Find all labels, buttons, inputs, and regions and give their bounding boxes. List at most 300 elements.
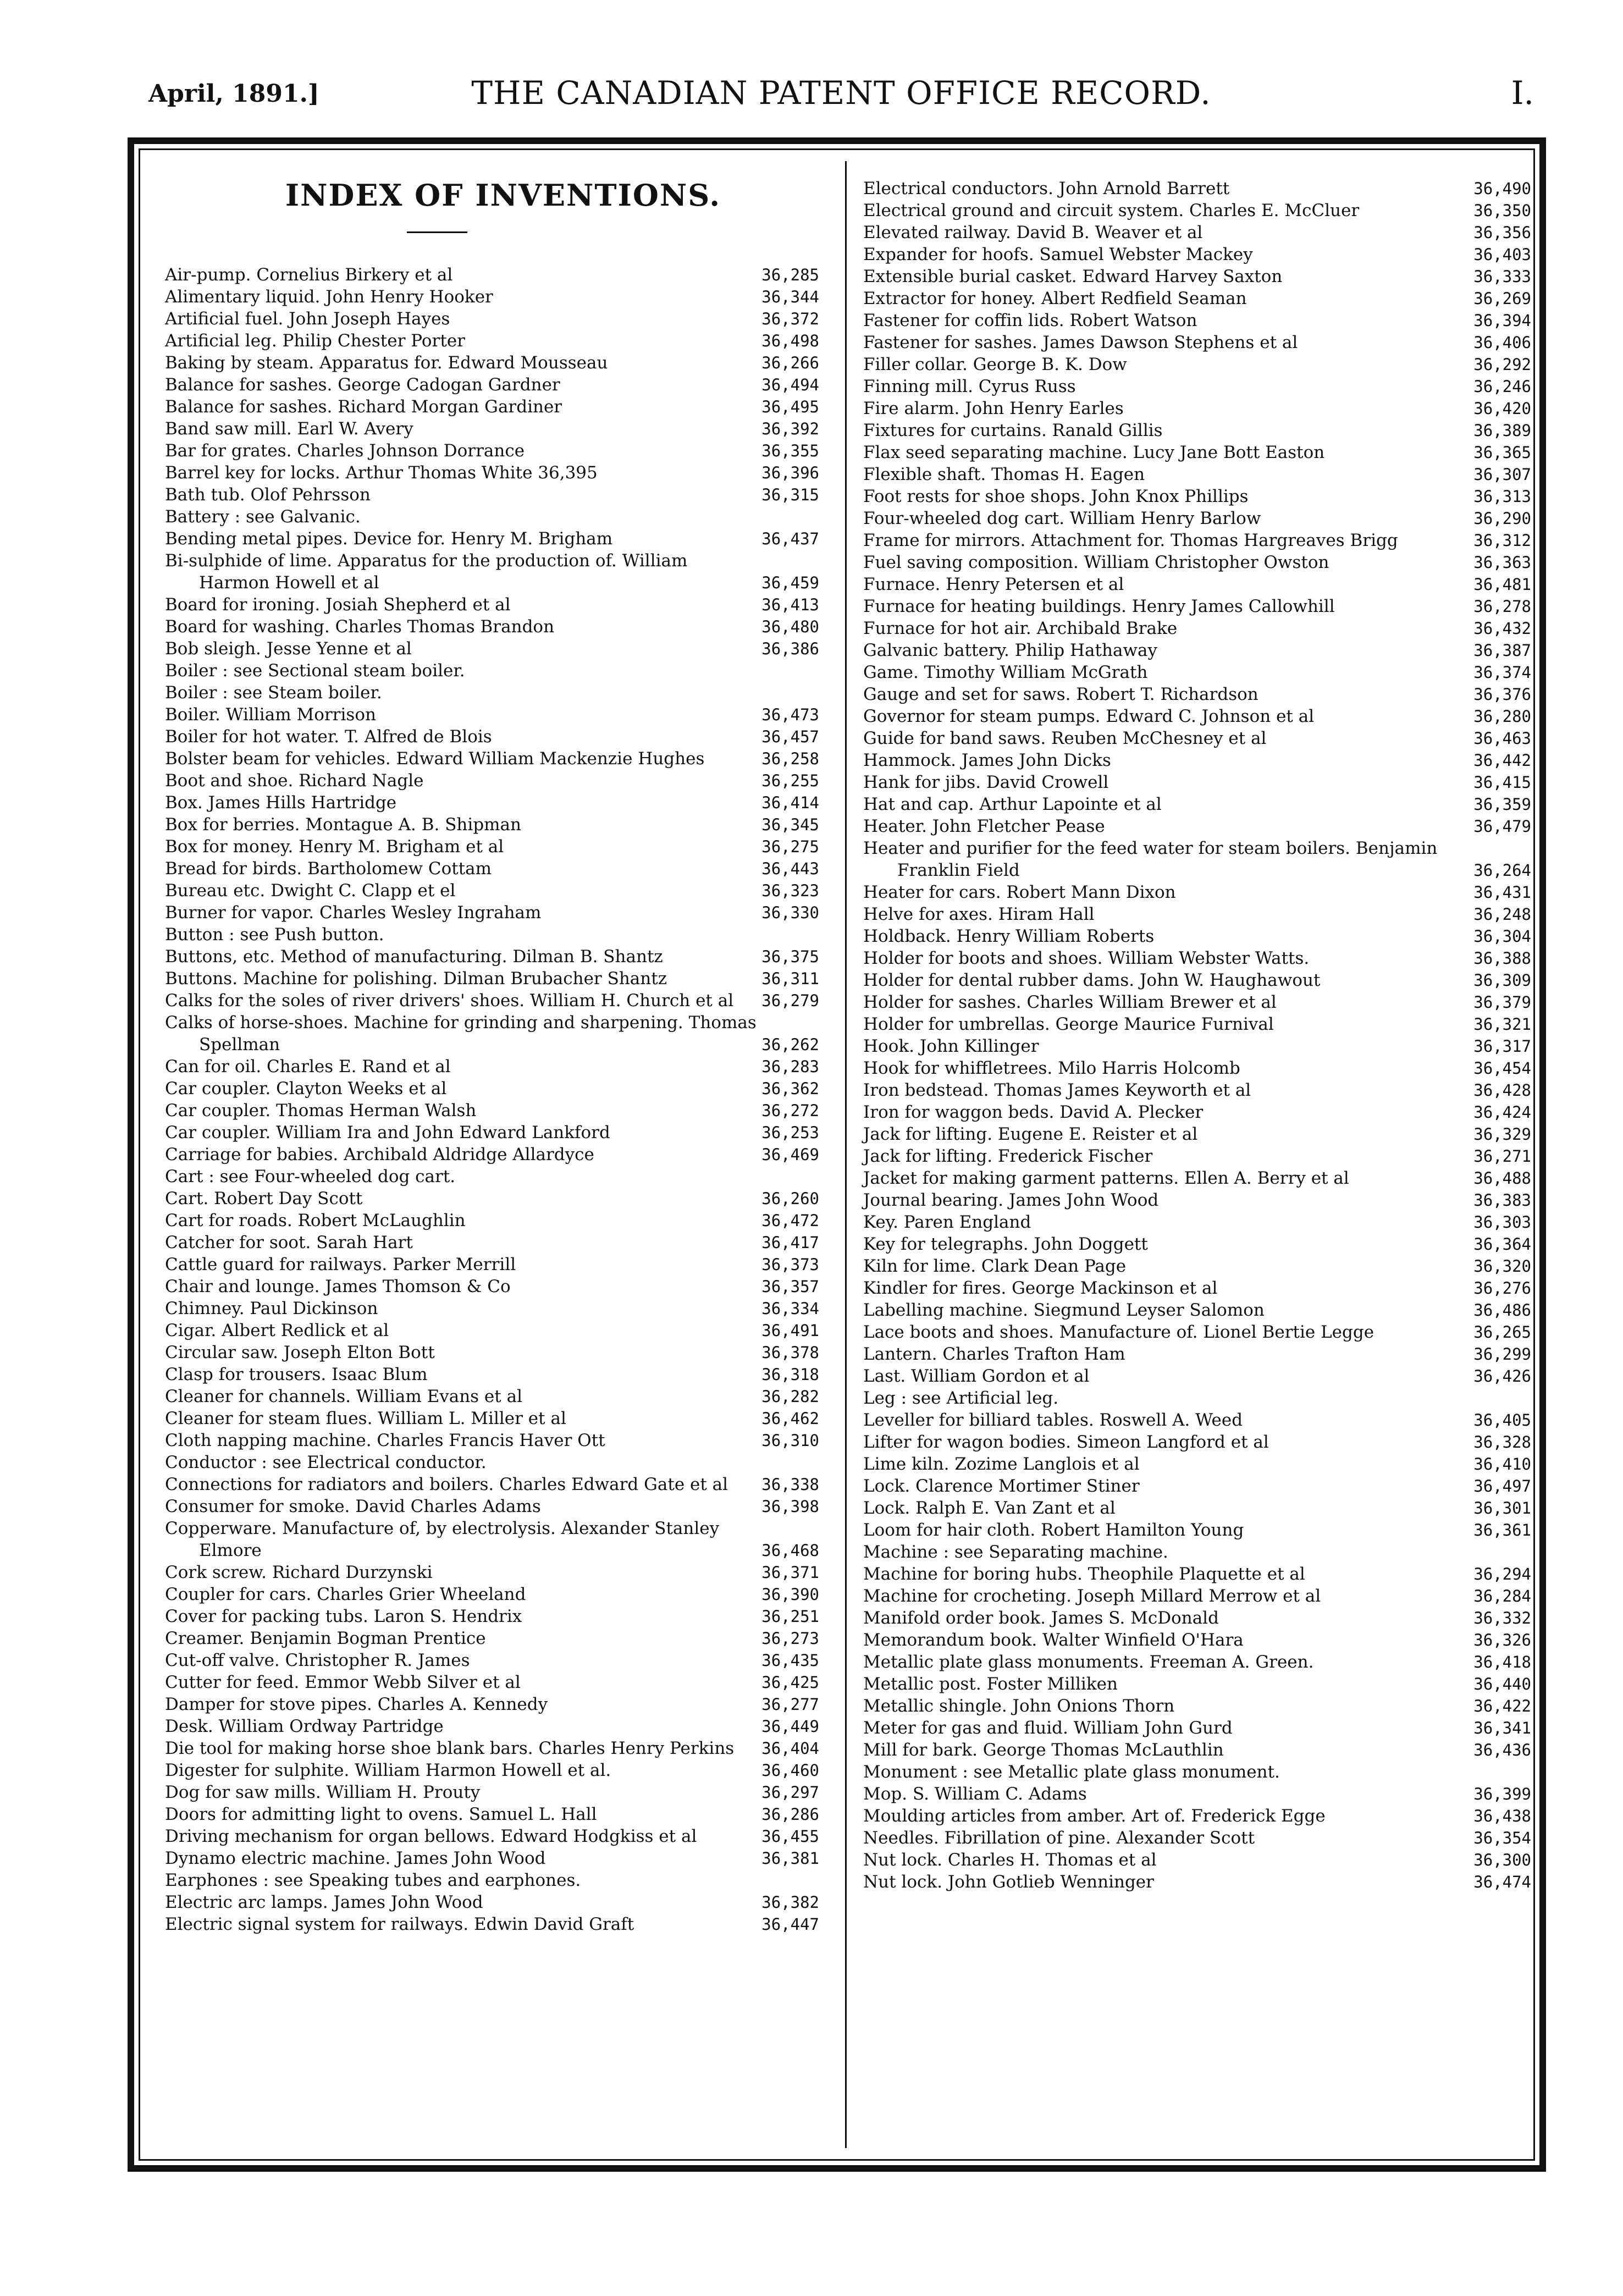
index-entry <box>863 617 1531 639</box>
entry-text: Lace boots and shoes. Manufacture of. Lionel Bertie Legge <box>863 1322 1374 1342</box>
index-entry <box>165 1451 819 1473</box>
entry-text: Battery : see Galvanic. <box>165 507 361 527</box>
patent-number: 36,420 <box>1473 399 1531 418</box>
entry-text: Cut-off valve. Christopher R. James <box>165 1651 470 1670</box>
index-entry <box>863 1739 1531 1761</box>
patent-number: 36,323 <box>761 881 819 900</box>
patent-number: 36,490 <box>1473 179 1531 198</box>
entry-text: Creamer. Benjamin Bogman Prentice <box>165 1629 486 1648</box>
entry-text: Electrical ground and circuit system. Charles E. McCluer <box>863 201 1360 220</box>
index-entry <box>165 550 819 594</box>
index-entry <box>863 266 1531 288</box>
patent-number: 36,378 <box>761 1343 819 1362</box>
index-entry <box>165 1715 819 1737</box>
index-entry <box>165 1737 819 1759</box>
index-entry <box>165 308 819 330</box>
patent-number: 36,460 <box>761 1761 819 1780</box>
entry-text: Mop. S. William C. Adams <box>863 1784 1087 1804</box>
entry-text: Key for telegraphs. John Doggett <box>863 1234 1148 1254</box>
index-entry <box>863 1013 1531 1035</box>
index-entry <box>165 594 819 616</box>
entry-text: Chimney. Paul Dickinson <box>165 1299 378 1318</box>
patent-number: 36,481 <box>1473 575 1531 594</box>
entry-text: Cattle guard for railways. Parker Merrill <box>165 1255 516 1274</box>
index-entry <box>165 1408 819 1430</box>
patent-number: 36,362 <box>761 1079 819 1098</box>
index-entry <box>165 792 819 814</box>
entry-text: Heater for cars. Robert Mann Dixon <box>863 882 1176 902</box>
patent-number: 36,387 <box>1473 641 1531 660</box>
index-entry <box>165 352 819 374</box>
entry-text: Driving mechanism for organ bellows. Edward Hodgkiss et al <box>165 1826 697 1846</box>
index-entry <box>165 374 819 396</box>
entry-text: Car coupler. Clayton Weeks et al <box>165 1079 447 1099</box>
index-entry <box>165 858 819 880</box>
patent-number: 36,297 <box>761 1783 819 1802</box>
index-entry <box>863 1277 1531 1299</box>
entry-text: Cutter for feed. Emmor Webb Silver et al <box>165 1673 521 1692</box>
patent-number: 36,381 <box>761 1849 819 1868</box>
entry-text: Filler collar. George B. K. Dow <box>863 355 1127 374</box>
patent-number: 36,285 <box>761 266 819 284</box>
entry-text: Finning mill. Cyrus Russ <box>863 377 1076 396</box>
entry-text: Air-pump. Cornelius Birkery et al <box>165 265 453 285</box>
entry-text: Boiler for hot water. T. Alfred de Blois <box>165 727 492 747</box>
index-entry <box>863 1431 1531 1453</box>
index-entry <box>863 727 1531 749</box>
patent-number: 36,498 <box>761 332 819 350</box>
entry-text: Needles. Fibrillation of pine. Alexander Scott <box>863 1828 1255 1848</box>
entry-text: Elevated railway. David B. Weaver et al <box>863 223 1203 242</box>
entry-text: Metallic shingle. John Onions Thorn <box>863 1696 1175 1716</box>
index-entry <box>165 528 819 550</box>
entry-text: Flax seed separating machine. Lucy Jane Bott Easton <box>863 443 1325 462</box>
index-entry <box>165 1166 819 1188</box>
entry-text: Lock. Clarence Mortimer Stiner <box>863 1476 1140 1496</box>
index-entry <box>863 1849 1531 1871</box>
patent-number: 36,406 <box>1473 333 1531 352</box>
entry-text: Cigar. Albert Redlick et al <box>165 1321 389 1340</box>
patent-number: 36,388 <box>1473 949 1531 968</box>
patent-number: 36,425 <box>761 1673 819 1692</box>
patent-number: 36,382 <box>761 1893 819 1912</box>
index-entry <box>165 1254 819 1276</box>
entry-text: Kiln for lime. Clark Dean Page <box>863 1256 1127 1276</box>
index-entry <box>165 990 819 1012</box>
entry-text: Metallic post. Foster Milliken <box>863 1674 1118 1694</box>
patent-number: 36,389 <box>1473 421 1531 440</box>
index-entry <box>165 1188 819 1210</box>
patent-number: 36,479 <box>1473 817 1531 836</box>
issue-date: April, 1891.] <box>148 80 319 108</box>
entry-text: Alimentary liquid. John Henry Hooker <box>165 287 493 307</box>
entry-text: Guide for band saws. Reuben McChesney et al <box>863 728 1267 748</box>
entry-text: Key. Paren England <box>863 1212 1031 1232</box>
entry-text: Fire alarm. John Henry Earles <box>863 399 1124 418</box>
entry-text: Jacket for making garment patterns. Ellen A. Berry et al <box>863 1168 1349 1188</box>
entry-text: Iron bedstead. Thomas James Keyworth et al <box>863 1080 1251 1100</box>
index-entry <box>863 1189 1531 1211</box>
index-entry <box>863 332 1531 354</box>
index-entry <box>863 551 1531 573</box>
patent-number: 36,338 <box>761 1475 819 1494</box>
index-entry <box>863 969 1531 991</box>
entry-text: Expander for hoofs. Samuel Webster Mackey <box>863 245 1253 264</box>
index-entry <box>863 1101 1531 1123</box>
patent-number: 36,321 <box>1473 1015 1531 1034</box>
index-entry <box>165 1100 819 1122</box>
entry-text: Bar for grates. Charles Johnson Dorrance <box>165 441 525 461</box>
entry-text: Furnace for heating buildings. Henry James Callowhill <box>863 597 1335 616</box>
patent-number: 36,431 <box>1473 883 1531 902</box>
entry-text: Artificial leg. Philip Chester Porter <box>165 331 465 351</box>
patent-number: 36,290 <box>1473 509 1531 528</box>
index-entry <box>863 200 1531 222</box>
entry-text: Moulding articles from amber. Art of. Frederick Egge <box>863 1806 1326 1826</box>
entry-text: Governor for steam pumps. Edward C. Johnson et al <box>863 707 1315 726</box>
index-entry <box>863 881 1531 903</box>
index-entry <box>863 925 1531 947</box>
index-entry <box>863 1079 1531 1101</box>
index-entry <box>863 837 1531 881</box>
index-entry <box>165 462 819 484</box>
entry-text: Iron for waggon beds. David A. Plecker <box>863 1102 1204 1122</box>
patent-number: 36,354 <box>1473 1829 1531 1847</box>
patent-number: 36,255 <box>761 771 819 790</box>
entry-text: Coupler for cars. Charles Grier Wheeland <box>165 1585 526 1604</box>
page-number: I. <box>1511 74 1534 112</box>
patent-number: 36,277 <box>761 1695 819 1714</box>
index-entry <box>165 506 819 528</box>
entry-text: Hook. John Killinger <box>863 1036 1039 1056</box>
patent-number: 36,426 <box>1473 1367 1531 1386</box>
entry-text: Balance for sashes. Richard Morgan Gardiner <box>165 397 562 417</box>
index-entry <box>863 1805 1531 1827</box>
entry-text: Burner for vapor. Charles Wesley Ingraham <box>165 903 542 923</box>
entry-text: Holdback. Henry William Roberts <box>863 926 1155 946</box>
patent-number: 36,307 <box>1473 465 1531 484</box>
entry-text: Board for ironing. Josiah Shepherd et al <box>165 595 511 615</box>
index-entry <box>165 1869 819 1891</box>
patent-number: 36,326 <box>1473 1631 1531 1649</box>
patent-number: 36,473 <box>761 705 819 724</box>
patent-number: 36,443 <box>761 859 819 878</box>
entry-text: Dynamo electric machine. James John Wood <box>165 1848 546 1868</box>
index-entry <box>165 638 819 660</box>
index-entry <box>863 310 1531 332</box>
patent-number: 36,350 <box>1473 201 1531 220</box>
index-entry <box>863 1563 1531 1585</box>
entry-text: Metallic plate glass monuments. Freeman A. Green. <box>863 1652 1314 1672</box>
entry-text: Hook for whiffletrees. Milo Harris Holcomb <box>863 1058 1240 1078</box>
patent-number: 36,282 <box>761 1387 819 1406</box>
index-entry <box>165 1517 819 1561</box>
entry-text: Clasp for trousers. Isaac Blum <box>165 1365 428 1384</box>
patent-number: 36,266 <box>761 354 819 372</box>
patent-number: 36,457 <box>761 727 819 746</box>
patent-number: 36,271 <box>1473 1147 1531 1166</box>
index-entry <box>863 1871 1531 1893</box>
patent-number: 36,284 <box>1473 1587 1531 1605</box>
index-entry <box>863 1409 1531 1431</box>
entry-text: Doors for admitting light to ovens. Samuel L. Hall <box>165 1804 597 1824</box>
patent-number: 36,363 <box>1473 553 1531 572</box>
patent-number: 36,275 <box>761 837 819 856</box>
patent-number: 36,278 <box>1473 597 1531 616</box>
entry-text: Artificial fuel. John Joseph Hayes <box>165 309 450 329</box>
entry-text: Box for money. Henry M. Brigham et al <box>165 837 504 857</box>
index-entry <box>863 1761 1531 1783</box>
entry-text: Flexible shaft. Thomas H. Eagen <box>863 465 1145 484</box>
entry-text: Lime kiln. Zozime Langlois et al <box>863 1454 1140 1474</box>
entry-text: Cart : see Four-wheeled dog cart. <box>165 1167 456 1186</box>
patent-number: 36,379 <box>1473 993 1531 1012</box>
patent-number: 36,414 <box>761 793 819 812</box>
patent-number: 36,248 <box>1473 905 1531 924</box>
patent-number: 36,403 <box>1473 245 1531 264</box>
entry-text: Bolster beam for vehicles. Edward William Mackenzie Hughes <box>165 749 705 769</box>
index-entry <box>165 440 819 462</box>
patent-number: 36,264 <box>1473 861 1531 880</box>
entry-text: Calks of horse-shoes. Machine for grinding and sharpening. Thomas Spellman <box>165 1013 757 1055</box>
patent-number: 36,333 <box>1473 267 1531 286</box>
index-entry <box>165 1671 819 1693</box>
entry-text: Heater and purifier for the feed water for steam boilers. Benjamin Franklin Field <box>863 838 1438 880</box>
patent-number: 36,276 <box>1473 1279 1531 1298</box>
patent-number: 36,317 <box>1473 1037 1531 1056</box>
index-entry <box>863 420 1531 441</box>
entry-text: Lantern. Charles Trafton Ham <box>863 1344 1125 1364</box>
entry-text: Consumer for smoke. David Charles Adams <box>165 1497 541 1516</box>
entry-text: Cleaner for channels. William Evans et al <box>165 1387 522 1406</box>
entry-text: Barrel key for locks. Arthur Thomas White 36,395 <box>165 463 598 483</box>
patent-number: 36,462 <box>761 1409 819 1428</box>
entry-text: Jack for lifting. Eugene E. Reister et al <box>863 1124 1198 1144</box>
entry-text: Hank for jibs. David Crowell <box>863 772 1109 792</box>
patent-number: 36,332 <box>1473 1609 1531 1627</box>
patent-number: 36,280 <box>1473 707 1531 726</box>
entry-text: Holder for umbrellas. George Maurice Furnival <box>863 1014 1274 1034</box>
patent-number: 36,328 <box>1473 1433 1531 1451</box>
index-entry <box>165 836 819 858</box>
entry-text: Furnace. Henry Petersen et al <box>863 575 1124 594</box>
index-entry <box>165 1122 819 1144</box>
entry-text: Electric signal system for railways. Edwin David Graft <box>165 1914 634 1934</box>
patent-number: 36,286 <box>761 1805 819 1824</box>
entry-text: Hat and cap. Arthur Lapointe et al <box>863 794 1162 814</box>
index-entry <box>165 1386 819 1408</box>
index-entry <box>863 573 1531 595</box>
patent-number: 36,356 <box>1473 223 1531 242</box>
patent-number: 36,440 <box>1473 1675 1531 1693</box>
patent-number: 36,273 <box>761 1629 819 1648</box>
index-entry <box>165 1144 819 1166</box>
index-entry <box>863 485 1531 507</box>
index-entry <box>165 1495 819 1517</box>
entry-text: Box for berries. Montague A. B. Shipman <box>165 815 522 835</box>
entry-text: Conductor : see Electrical conductor. <box>165 1453 487 1472</box>
index-entry <box>165 1605 819 1627</box>
patent-number: 36,399 <box>1473 1785 1531 1803</box>
entry-text: Boot and shoe. Richard Nagle <box>165 771 424 791</box>
entry-text: Board for washing. Charles Thomas Brandon <box>165 617 555 637</box>
index-entry <box>863 1255 1531 1277</box>
index-entry <box>165 1649 819 1671</box>
entry-text: Loom for hair cloth. Robert Hamilton Young <box>863 1520 1244 1540</box>
index-entry <box>863 1387 1531 1409</box>
entry-text: Baking by steam. Apparatus for. Edward Mousseau <box>165 353 608 373</box>
index-entry <box>165 946 819 968</box>
index-entry <box>165 726 819 748</box>
patent-number: 36,398 <box>761 1497 819 1516</box>
index-entry <box>863 1299 1531 1321</box>
entry-text: Electrical conductors. John Arnold Barrett <box>863 179 1230 198</box>
patent-number: 36,304 <box>1473 927 1531 946</box>
patent-number: 36,418 <box>1473 1653 1531 1671</box>
patent-number: 36,410 <box>1473 1455 1531 1473</box>
entry-text: Car coupler. Thomas Herman Walsh <box>165 1101 477 1121</box>
entry-text: Kindler for fires. George Mackinson et al <box>863 1278 1218 1298</box>
entry-text: Machine for crocheting. Joseph Millard Merrow et al <box>863 1586 1321 1606</box>
patent-number: 36,394 <box>1473 311 1531 330</box>
patent-number: 36,361 <box>1473 1521 1531 1539</box>
index-entry <box>863 793 1531 815</box>
patent-number: 36,494 <box>761 376 819 394</box>
patent-number: 36,390 <box>761 1585 819 1604</box>
index-entry <box>165 1693 819 1715</box>
patent-number: 36,301 <box>1473 1499 1531 1517</box>
entry-text: Damper for stove pipes. Charles A. Kennedy <box>165 1695 548 1714</box>
index-entry <box>863 1651 1531 1673</box>
patent-number: 36,303 <box>1473 1213 1531 1232</box>
entry-text: Catcher for soot. Sarah Hart <box>165 1233 413 1252</box>
patent-number: 36,472 <box>761 1211 819 1230</box>
entry-text: Cart. Robert Day Scott <box>165 1189 363 1208</box>
entry-text: Calks for the soles of river drivers' shoes. William H. Church et al <box>165 991 734 1011</box>
patent-number: 36,299 <box>1473 1345 1531 1364</box>
index-entry <box>165 1320 819 1342</box>
patent-number: 36,463 <box>1473 729 1531 748</box>
index-entry <box>165 1759 819 1781</box>
index-entry <box>863 705 1531 727</box>
entry-text: Jack for lifting. Frederick Fischer <box>863 1146 1153 1166</box>
patent-number: 36,491 <box>761 1321 819 1340</box>
index-entry <box>165 616 819 638</box>
entry-text: Die tool for making horse shoe blank bars. Charles Henry Perkins <box>165 1738 735 1758</box>
entry-text: Cart for roads. Robert McLaughlin <box>165 1211 466 1230</box>
entry-text: Lifter for wagon bodies. Simeon Langford et al <box>863 1432 1269 1452</box>
entry-text: Nut lock. John Gotlieb Wenninger <box>863 1872 1154 1892</box>
index-entry <box>863 1167 1531 1189</box>
index-entry <box>165 880 819 902</box>
entry-text: Chair and lounge. James Thomson & Co <box>165 1277 511 1296</box>
patent-number: 36,365 <box>1473 443 1531 462</box>
patent-number: 36,253 <box>761 1123 819 1142</box>
entry-text: Game. Timothy William McGrath <box>863 663 1148 682</box>
entry-text: Extensible burial casket. Edward Harvey Saxton <box>863 267 1283 286</box>
patent-number: 36,318 <box>761 1365 819 1384</box>
patent-number: 36,269 <box>1473 289 1531 308</box>
patent-number: 36,454 <box>1473 1059 1531 1078</box>
entry-text: Fixtures for curtains. Ranald Gillis <box>863 421 1163 440</box>
index-entry <box>165 902 819 924</box>
entry-text: Last. William Gordon et al <box>863 1366 1090 1386</box>
entry-text: Cloth napping machine. Charles Francis Haver Ott <box>165 1431 605 1450</box>
entry-text: Four-wheeled dog cart. William Henry Barlow <box>863 509 1261 528</box>
index-entry <box>863 1453 1531 1475</box>
patent-number: 36,313 <box>1473 487 1531 506</box>
index-entry <box>863 1123 1531 1145</box>
patent-number: 36,355 <box>761 441 819 460</box>
entry-text: Desk. William Ordway Partridge <box>165 1717 444 1736</box>
index-entry <box>165 1276 819 1298</box>
patent-number: 36,329 <box>1473 1125 1531 1144</box>
patent-number: 36,344 <box>761 288 819 306</box>
patent-number: 36,383 <box>1473 1191 1531 1210</box>
entry-text: Band saw mill. Earl W. Avery <box>165 419 413 439</box>
index-entry <box>863 244 1531 266</box>
patent-number: 36,413 <box>761 595 819 614</box>
index-entry <box>863 815 1531 837</box>
index-entry <box>165 1210 819 1232</box>
entry-text: Bob sleigh. Jesse Yenne et al <box>165 639 412 659</box>
index-entry <box>863 1233 1531 1255</box>
patent-number: 36,330 <box>761 903 819 922</box>
index-entry <box>165 330 819 352</box>
patent-number: 36,449 <box>761 1717 819 1736</box>
index-entry <box>863 903 1531 925</box>
entry-text: Holder for dental rubber dams. John W. Haughawout <box>863 970 1321 990</box>
index-entry <box>165 748 819 770</box>
entry-text: Leveller for billiard tables. Roswell A. Weed <box>863 1410 1243 1430</box>
entry-text: Helve for axes. Hiram Hall <box>863 904 1095 924</box>
entry-text: Holder for sashes. Charles William Brewer et al <box>863 992 1277 1012</box>
index-entry <box>863 947 1531 969</box>
patent-number: 36,309 <box>1473 971 1531 990</box>
entry-text: Earphones : see Speaking tubes and earphones. <box>165 1870 581 1890</box>
index-entry <box>863 1211 1531 1233</box>
entry-text: Cover for packing tubs. Laron S. Hendrix <box>165 1607 522 1626</box>
patent-number: 36,455 <box>761 1827 819 1846</box>
entry-text: Fastener for sashes. James Dawson Stephens et al <box>863 333 1298 352</box>
index-entry <box>863 1321 1531 1343</box>
index-entry <box>863 991 1531 1013</box>
patent-number: 36,341 <box>1473 1719 1531 1737</box>
patent-number: 36,246 <box>1473 377 1531 396</box>
entry-text: Copperware. Manufacture of, by electrolysis. Alexander Stanley Elmore <box>165 1519 720 1560</box>
patent-number: 36,376 <box>1473 685 1531 704</box>
index-entry <box>863 1717 1531 1739</box>
entry-text: Electric arc lamps. James John Wood <box>165 1892 483 1912</box>
index-entry <box>165 1583 819 1605</box>
entry-text: Bread for birds. Bartholomew Cottam <box>165 859 492 879</box>
index-entry <box>863 1057 1531 1079</box>
patent-number: 36,432 <box>1473 619 1531 638</box>
index-entry <box>863 1475 1531 1497</box>
entry-text: Boiler. William Morrison <box>165 705 376 725</box>
index-entry <box>863 771 1531 793</box>
patent-number: 36,272 <box>761 1101 819 1120</box>
entry-text: Boiler : see Sectional steam boiler. <box>165 661 465 681</box>
index-entry <box>165 484 819 506</box>
index-entry <box>165 1825 819 1847</box>
patent-number: 36,279 <box>761 991 819 1010</box>
entry-text: Journal bearing. James John Wood <box>863 1190 1159 1210</box>
entry-text: Frame for mirrors. Attachment for. Thomas Hargreaves Brigg <box>863 531 1398 550</box>
entry-text: Balance for sashes. George Cadogan Gardner <box>165 375 560 395</box>
entry-text: Connections for radiators and boilers. Charles Edward Gate et al <box>165 1475 728 1494</box>
index-entry <box>863 639 1531 661</box>
